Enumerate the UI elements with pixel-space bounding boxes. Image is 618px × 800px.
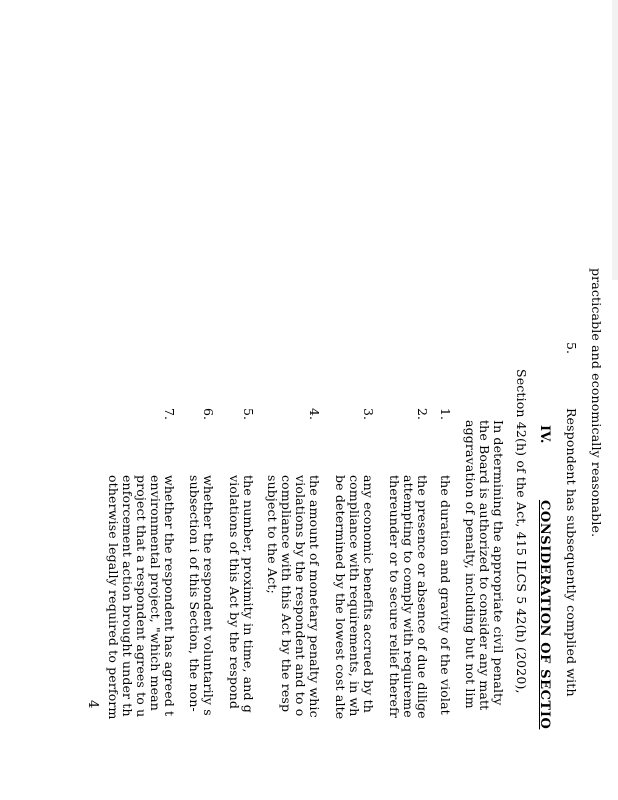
item-number: 5.: [564, 342, 579, 354]
factor-line: subsection i of this Section, the non-: [187, 475, 202, 712]
factor-number: 7.: [162, 408, 177, 420]
factor-line: subject to the Act;: [265, 475, 280, 594]
factor-number: 2.: [415, 408, 430, 420]
section-heading: [537, 425, 552, 729]
factor-line: be determined by the lowest cost alte: [333, 475, 348, 720]
section-title: CONSIDERATION OF SECTIO: [537, 499, 552, 730]
factor-number: 5.: [241, 408, 256, 420]
factor-number: 6.: [201, 408, 216, 420]
factor-line: whether the respondent has agreed t: [162, 475, 177, 717]
factor-line: enforcement action brought under th: [120, 475, 135, 717]
factor-line: violations of this Act by the respond: [227, 475, 242, 710]
factor-line: whether the respondent voluntarily s: [201, 475, 216, 716]
factor-line: the number, proximity in time, and g: [241, 475, 256, 713]
factor-line: the duration and gravity of the violat: [438, 475, 453, 715]
factor-line: environmental project, "which mean: [148, 475, 163, 711]
paragraph-line: the Board is authorized to consider any matt: [477, 420, 492, 711]
paragraph-line: aggravation of penalty, including but not lim: [463, 420, 478, 709]
factor-line: compliance with this Act by the resp: [279, 475, 294, 713]
scan-artifact: [612, 0, 618, 280]
factor-number: 1.: [438, 408, 453, 420]
factor-number: 3.: [361, 408, 376, 420]
factor-line: any economic benefits accrued by th: [361, 475, 376, 713]
factor-line: the presence or absence of due dilige: [415, 475, 430, 719]
item-text: Respondent has subsequently complied with: [564, 408, 579, 697]
page-number: 4: [85, 700, 100, 709]
continuation-line: practicable and economically reasonable.: [589, 268, 604, 538]
factor-line: otherwise legally required to perform: [106, 475, 121, 720]
section-intro: Section 42(h) of the Act, 415 ILCS 5 42(h) (2020),: [514, 369, 529, 694]
factor-number: 4.: [307, 408, 322, 420]
section-roman: IV.: [537, 425, 552, 444]
factor-line: thereunder or to secure relief therefr: [387, 475, 402, 719]
factor-line: violations by the respondent and to o: [293, 475, 308, 717]
factor-line: the amount of monetary penalty whic: [307, 475, 322, 718]
factor-line: attempting to comply with requireme: [401, 475, 416, 718]
factor-line: project that a respondent agrees to u: [134, 475, 149, 718]
factor-line: compliance with requirements, in wh: [347, 475, 362, 717]
paragraph-line: In determining the appropriate civil penalty: [491, 420, 506, 706]
